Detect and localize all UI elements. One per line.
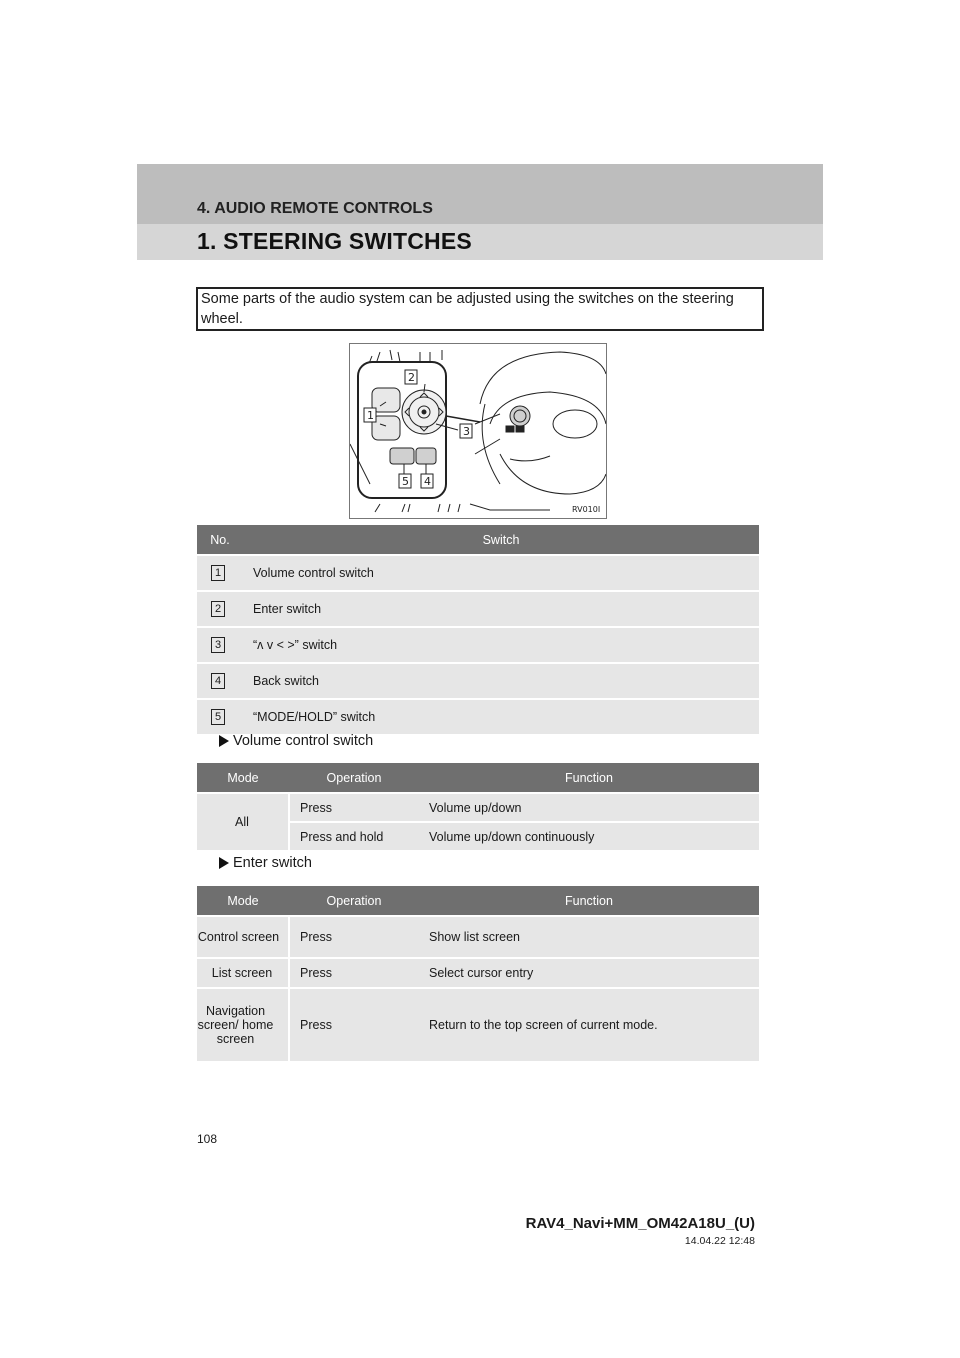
volume-table xyxy=(197,763,759,850)
row-number: 1 xyxy=(211,565,225,581)
cell-function: Return to the top screen of current mode. xyxy=(419,988,759,1061)
page-number: 108 xyxy=(197,1132,218,1146)
document-code: RAV4_Navi+MM_OM42A18U_(U) xyxy=(525,1215,755,1232)
cell-operation: Press xyxy=(289,988,419,1061)
volume-heading xyxy=(219,733,373,749)
intro-box xyxy=(196,287,764,331)
triangle-bullet-icon xyxy=(219,857,229,869)
row-switch: Volume control switch xyxy=(243,555,759,591)
intro-text: Some parts of the audio system can be adjusted using the switches on the steering wheel. xyxy=(201,291,734,327)
cell-function: Volume up/down continuously xyxy=(419,822,759,850)
header-operation: Operation xyxy=(289,763,419,793)
enter-heading xyxy=(219,855,312,871)
steering-wheel-illustration xyxy=(350,344,606,518)
header-function: Function xyxy=(419,763,759,793)
cell-mode: List screen xyxy=(197,958,289,988)
table-header-row xyxy=(197,886,759,916)
table-row xyxy=(197,988,759,1061)
steering-switch-figure xyxy=(349,343,607,519)
row-number: 5 xyxy=(211,709,225,725)
enter-table xyxy=(197,886,759,1061)
row-number: 4 xyxy=(211,673,225,689)
row-number: 2 xyxy=(211,601,225,617)
chapter-title: 1. STEERING SWITCHES xyxy=(197,228,472,254)
cell-mode: Navigation screen/ home screen xyxy=(197,988,289,1061)
row-number: 3 xyxy=(211,637,225,653)
callout-2: 2 xyxy=(408,371,415,384)
enter-heading-text: Enter switch xyxy=(233,855,312,871)
cell-operation: Press xyxy=(289,793,419,822)
cell-mode: All xyxy=(197,793,289,850)
row-switch: Back switch xyxy=(243,663,759,699)
callout-1: 1 xyxy=(367,409,374,422)
figure-code: RV010I xyxy=(572,505,601,514)
header-no: No. xyxy=(197,525,243,555)
table-row xyxy=(197,591,759,627)
header-switch: Switch xyxy=(243,525,759,555)
table-row xyxy=(197,663,759,699)
switch-table xyxy=(197,525,759,734)
header-operation: Operation xyxy=(289,886,419,916)
cell-mode: Control screen xyxy=(197,916,289,958)
cell-function: Select cursor entry xyxy=(419,958,759,988)
callout-5: 5 xyxy=(402,475,409,488)
callout-3: 3 xyxy=(463,425,470,438)
row-switch: “ʌ v < >” switch xyxy=(243,627,759,663)
table-row xyxy=(197,555,759,591)
table-row xyxy=(197,793,759,822)
row-switch: “MODE/HOLD” switch xyxy=(243,699,759,734)
cell-operation: Press and hold xyxy=(289,822,419,850)
table-row xyxy=(197,699,759,734)
volume-heading-text: Volume control switch xyxy=(233,733,374,749)
header-function: Function xyxy=(419,886,759,916)
cell-function: Volume up/down xyxy=(419,793,759,822)
cell-operation: Press xyxy=(289,916,419,958)
callout-4: 4 xyxy=(424,475,431,488)
table-header-row xyxy=(197,763,759,793)
table-row xyxy=(197,627,759,663)
table-row xyxy=(197,916,759,958)
section-title: 4. AUDIO REMOTE CONTROLS xyxy=(197,200,433,217)
cell-operation: Press xyxy=(289,958,419,988)
document-timestamp: 14.04.22 12:48 xyxy=(684,1235,755,1247)
cell-function: Show list screen xyxy=(419,916,759,958)
table-header-row xyxy=(197,525,759,555)
triangle-bullet-icon xyxy=(219,735,229,747)
header-mode: Mode xyxy=(197,886,289,916)
header-mode: Mode xyxy=(197,763,289,793)
row-switch: Enter switch xyxy=(243,591,759,627)
table-row xyxy=(197,958,759,988)
